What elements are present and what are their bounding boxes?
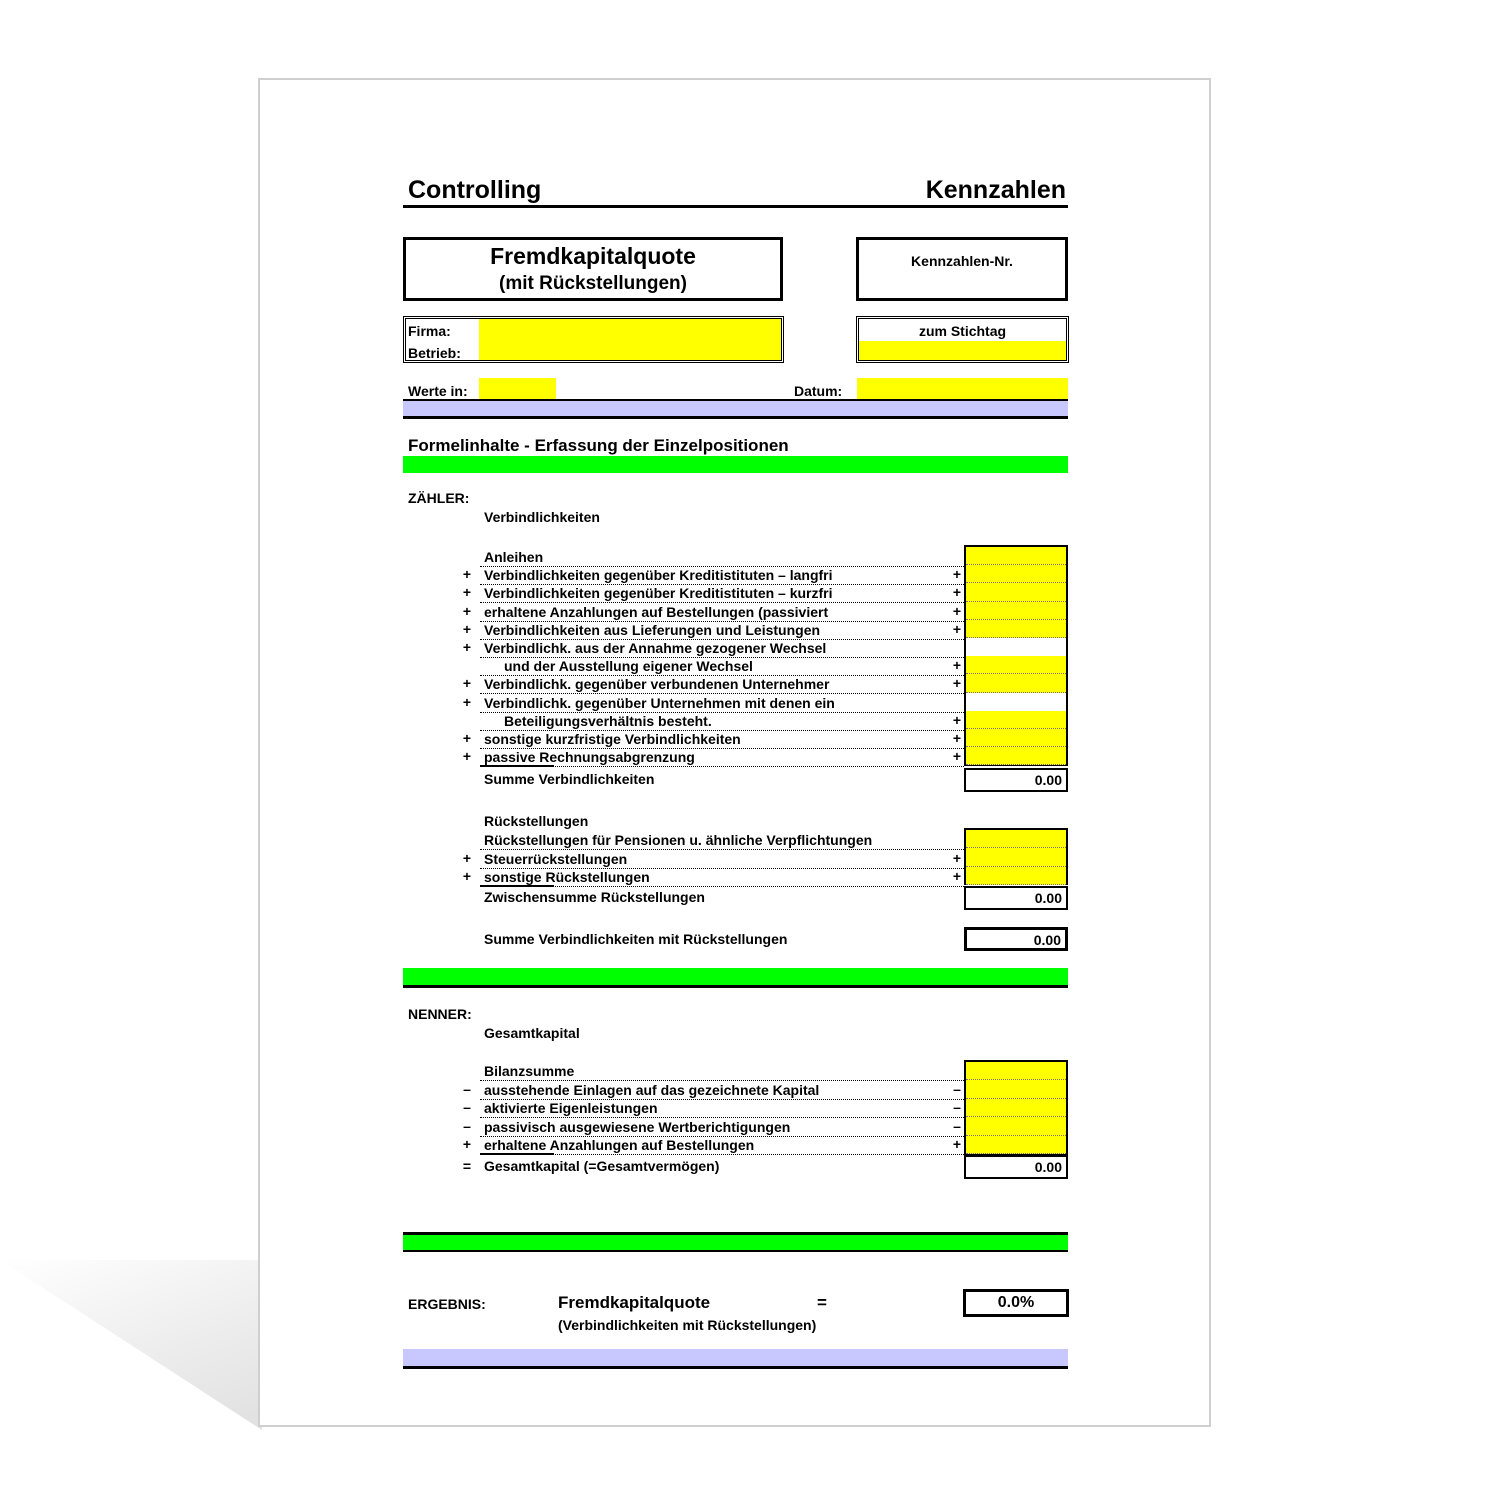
row-right-sign: +	[952, 620, 962, 637]
row-sign: +	[462, 602, 472, 619]
row-label: sonstige Rückstellungen	[484, 869, 650, 885]
row-sign: +	[462, 1136, 472, 1153]
value-input-cell[interactable]	[966, 674, 1066, 692]
row-right-sign: +	[952, 868, 962, 884]
row-label: ausstehende Einlagen auf das gezeichnete Kapital	[484, 1081, 820, 1098]
section-green-bar	[403, 456, 1068, 473]
gesamtkapital-sum-label: Gesamtkapital (=Gesamtvermögen)	[484, 1158, 720, 1174]
row-right-sign: –	[953, 1099, 961, 1116]
row-label: Verbindlichkeiten gegenüber Kreditistituten – kurzfri	[484, 585, 833, 602]
kennzahlen-nr-label: Kennzahlen-Nr.	[911, 253, 1013, 269]
row-label: Rückstellungen für Pensionen u. ähnliche Verpflichtungen	[484, 832, 873, 848]
header-rule	[403, 205, 1068, 208]
row-sign: +	[462, 868, 472, 884]
row-right-sign: +	[952, 584, 962, 601]
betrieb-label: Betrieb:	[408, 345, 461, 361]
stichtag-label: zum Stichtag	[918, 323, 1007, 339]
value-input-cell[interactable]	[966, 602, 1066, 620]
header-left: Controlling	[408, 176, 542, 204]
row-label: Verbindlichk. gegenüber verbundenen Unternehmer	[484, 676, 830, 693]
row-sign: +	[462, 584, 472, 601]
group-end-underline	[480, 885, 554, 887]
value-input-cell[interactable]	[966, 867, 1066, 885]
row-label: Verbindlichk. gegenüber Unternehmen mit denen ein	[484, 694, 835, 711]
nenner-green-bar	[403, 1235, 1068, 1250]
total-label: Summe Verbindlichkeiten mit Rückstellungen	[484, 931, 788, 947]
row-right-sign: +	[952, 730, 962, 746]
row-label: Verbindlichkeiten aus Lieferungen und Leistungen	[484, 621, 821, 638]
row-label: sonstige kurzfristige Verbindlichkeiten	[484, 731, 741, 747]
row-sign: –	[463, 1080, 471, 1097]
row-right-sign: +	[952, 711, 962, 728]
value-input-cell	[966, 693, 1066, 711]
ergebnis-value: 0.0%	[963, 1289, 1069, 1317]
total-value: 0.00	[964, 927, 1068, 951]
title-line1: Fremdkapitalquote	[490, 243, 696, 269]
row-label: Beteiligungsverhältnis besteht.	[504, 712, 712, 729]
title-box	[403, 237, 783, 301]
sum-verbindlichkeiten-value: 0.00	[964, 768, 1068, 792]
zaehler-green-rule	[403, 985, 1068, 988]
row-sign: +	[462, 730, 472, 746]
row-right-sign: –	[953, 1117, 961, 1134]
row-sign: +	[462, 693, 472, 710]
row-sign: +	[462, 620, 472, 637]
firma-label: Firma:	[408, 323, 451, 339]
row-sign: –	[463, 1117, 471, 1134]
verbindlichkeiten-title: Verbindlichkeiten	[484, 509, 600, 525]
rueckstellungen-cells	[966, 830, 1066, 885]
value-input-cell[interactable]	[966, 1080, 1066, 1098]
document-page	[258, 78, 1211, 1427]
ergebnis-subtitle: (Verbindlichkeiten mit Rückstellungen)	[558, 1317, 817, 1333]
value-input-cell[interactable]	[966, 830, 1066, 848]
rueckstellungen-title: Rückstellungen	[484, 813, 589, 829]
nenner-cells	[966, 1062, 1066, 1154]
zwischensumme-value: 0.00	[964, 886, 1068, 910]
zaehler-label: ZÄHLER:	[408, 490, 470, 506]
value-input-cell[interactable]	[966, 656, 1066, 674]
row-label: erhaltene Anzahlungen auf Bestellungen	[484, 1137, 755, 1154]
verbindlichkeiten-cells	[966, 547, 1066, 765]
row-right-sign: +	[952, 566, 962, 583]
stichtag-input[interactable]	[859, 341, 1066, 360]
ergebnis-title: Fremdkapitalquote	[558, 1293, 711, 1312]
row-right-sign: +	[952, 602, 962, 619]
page-shadow	[0, 1260, 262, 1430]
row-sign: +	[462, 748, 472, 765]
value-input-cell[interactable]	[966, 547, 1066, 565]
nenner-label: NENNER:	[408, 1006, 472, 1022]
group-end-underline	[480, 1153, 554, 1155]
row-label: und der Ausstellung eigener Wechsel	[504, 658, 753, 675]
row-sign: +	[462, 566, 472, 583]
value-input-cell[interactable]	[966, 848, 1066, 866]
nenner-green-rule-bottom	[403, 1250, 1068, 1252]
werte-input[interactable]	[479, 378, 556, 399]
value-input-cell[interactable]	[966, 583, 1066, 601]
rueckstellungen-value-column	[964, 828, 1068, 885]
zwischensumme-label: Zwischensumme Rückstellungen	[484, 889, 705, 905]
row-right-sign: +	[952, 1136, 962, 1153]
row-sign: +	[462, 849, 472, 866]
header-right: Kennzahlen	[925, 176, 1066, 204]
value-input-cell[interactable]	[966, 729, 1066, 747]
value-input-cell[interactable]	[966, 1099, 1066, 1117]
gesamtkapital-sum-value: 0.00	[964, 1155, 1068, 1179]
group-end-underline	[480, 765, 554, 767]
row-right-sign: –	[953, 1080, 961, 1097]
row-right-sign: +	[952, 849, 962, 866]
row-sign: +	[462, 675, 472, 692]
row-label: Verbindlichk. aus der Annahme gezogener Wechsel	[484, 640, 827, 656]
row-label: aktivierte Eigenleistungen	[484, 1100, 658, 1117]
sum-verbindlichkeiten-label: Summe Verbindlichkeiten	[484, 771, 655, 787]
row-label: Verbindlichkeiten gegenüber Kreditistituten – langfri	[484, 567, 833, 584]
row-label: passivisch ausgewiesene Wertberichtigungen	[484, 1118, 791, 1135]
zaehler-green-bar	[403, 968, 1068, 985]
row-right-sign: +	[952, 657, 962, 674]
value-input-cell[interactable]	[966, 711, 1066, 729]
nenner-sum-sign: =	[462, 1158, 472, 1174]
bottom-band	[403, 1349, 1068, 1366]
row-label: passive Rechnungsabgrenzung	[484, 749, 695, 766]
firma-betrieb-input[interactable]	[479, 319, 781, 360]
row-label: Anleihen	[484, 549, 544, 565]
value-input-cell[interactable]	[966, 1062, 1066, 1080]
row-sign: +	[462, 639, 472, 655]
gesamtkapital-title: Gesamtkapital	[484, 1025, 580, 1041]
title-line2: (mit Rückstellungen)	[499, 273, 687, 294]
row-label: erhaltene Anzahlungen auf Bestellungen (passiviert	[484, 603, 829, 620]
value-input-cell[interactable]	[966, 565, 1066, 583]
row-right-sign: +	[952, 748, 962, 765]
firma-box	[403, 316, 784, 363]
section-title: Formelinhalte - Erfassung der Einzelpositionen	[408, 436, 789, 455]
datum-label: Datum:	[794, 383, 843, 399]
datum-input[interactable]	[857, 378, 1068, 399]
value-input-cell[interactable]	[966, 1136, 1066, 1154]
row-sign: –	[463, 1099, 471, 1116]
value-input-cell	[966, 638, 1066, 656]
band-bottom-rule	[403, 416, 1068, 419]
kennzahlen-nr-box	[856, 237, 1068, 301]
row-label: Bilanzsumme	[484, 1063, 575, 1079]
ergebnis-equals: =	[817, 1293, 827, 1312]
verbindlichkeiten-value-column	[964, 545, 1068, 766]
value-input-cell[interactable]	[966, 1117, 1066, 1135]
werte-label: Werte in:	[408, 383, 468, 399]
stichtag-box	[856, 316, 1069, 363]
top-band	[403, 401, 1068, 416]
value-input-cell[interactable]	[966, 747, 1066, 765]
nenner-value-column	[964, 1060, 1068, 1156]
bottom-band-rule	[403, 1366, 1068, 1369]
value-input-cell[interactable]	[966, 620, 1066, 638]
ergebnis-label: ERGEBNIS:	[408, 1296, 486, 1312]
row-right-sign: +	[952, 675, 962, 692]
row-label: Steuerrückstellungen	[484, 850, 628, 867]
